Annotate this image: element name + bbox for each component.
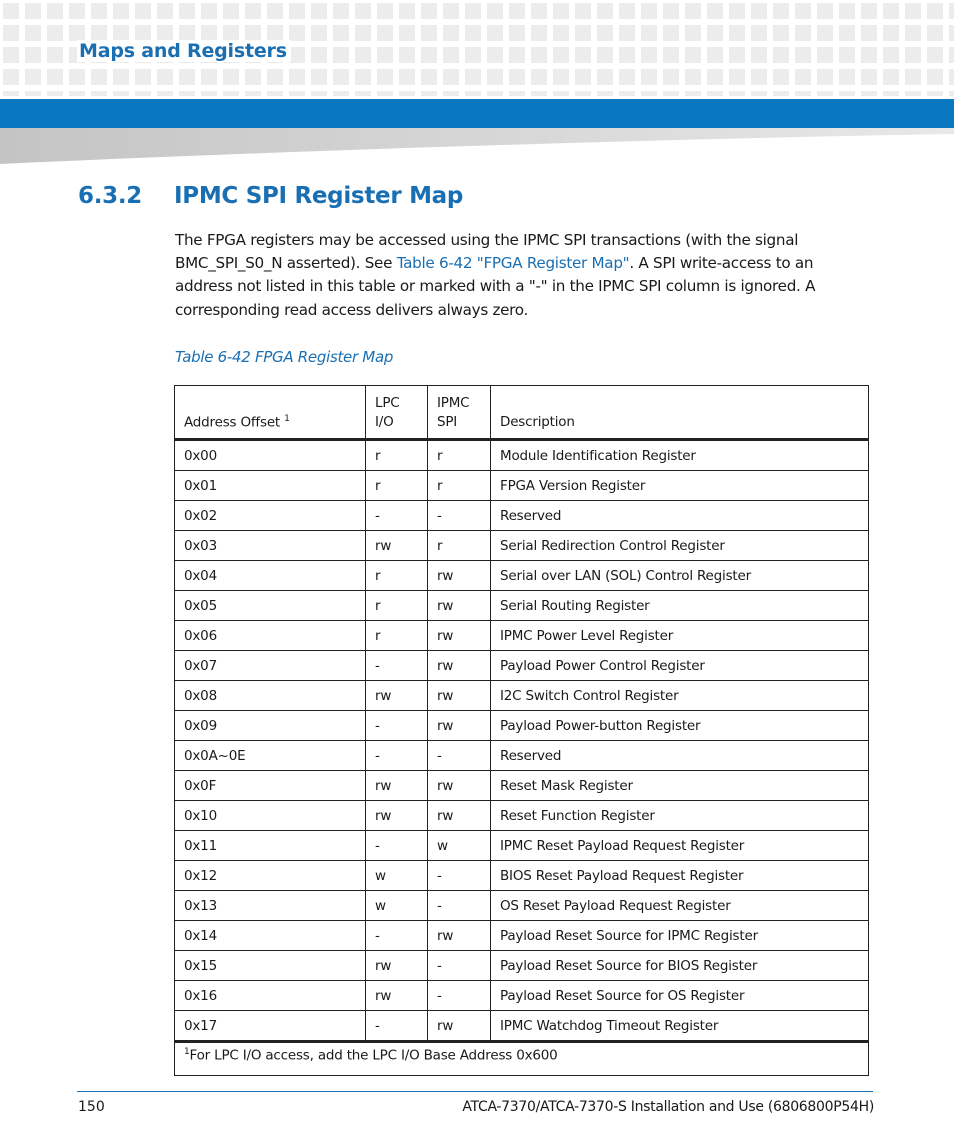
header-blue-band	[0, 99, 954, 128]
cell-ipmc-spi: rw	[428, 651, 491, 681]
cell-lpc-io: rw	[366, 801, 428, 831]
cell-ipmc-spi: rw	[428, 561, 491, 591]
footnote-mark: 1	[184, 1047, 190, 1057]
cell-address: 0x0A~0E	[175, 741, 366, 771]
cell-address: 0x10	[175, 801, 366, 831]
header-lpc-io	[366, 386, 428, 440]
cell-lpc-io: rw	[366, 531, 428, 561]
table-row	[175, 531, 869, 561]
cell-address: 0x07	[175, 651, 366, 681]
cell-lpc-io: -	[366, 711, 428, 741]
cell-ipmc-spi: -	[428, 951, 491, 981]
cell-address: 0x01	[175, 471, 366, 501]
cell-lpc-io: rw	[366, 951, 428, 981]
cell-ipmc-spi: rw	[428, 801, 491, 831]
cell-lpc-io: r	[366, 440, 428, 471]
header-description: Description	[491, 386, 869, 440]
cell-description: Payload Reset Source for BIOS Register	[491, 951, 869, 981]
cell-description: Reserved	[491, 501, 869, 531]
header-grey-swoosh	[0, 128, 954, 164]
table-row	[175, 801, 869, 831]
cell-address: 0x12	[175, 861, 366, 891]
cell-description: BIOS Reset Payload Request Register	[491, 861, 869, 891]
cell-description: Serial Routing Register	[491, 591, 869, 621]
cell-lpc-io: rw	[366, 771, 428, 801]
intro-text-start: The FPGA registers may be accessed using the IPMC SPI transactions (with the signal BMC_SPI_S0_N asserted). See	[175, 231, 799, 273]
table-row	[175, 471, 869, 501]
cell-ipmc-spi: r	[428, 440, 491, 471]
table-row	[175, 891, 869, 921]
cell-lpc-io: w	[366, 891, 428, 921]
cell-lpc-io: r	[366, 621, 428, 651]
cell-description: Reset Function Register	[491, 801, 869, 831]
section-title: IPMC SPI Register Map	[174, 183, 464, 209]
cell-ipmc-spi: rw	[428, 711, 491, 741]
cell-ipmc-spi: -	[428, 891, 491, 921]
header-address-label: Address Offset	[184, 414, 281, 430]
table-row	[175, 651, 869, 681]
cell-address: 0x15	[175, 951, 366, 981]
cell-description: Payload Reset Source for IPMC Register	[491, 921, 869, 951]
cell-description: FPGA Version Register	[491, 471, 869, 501]
table-row	[175, 501, 869, 531]
cell-address: 0x02	[175, 501, 366, 531]
cell-address: 0x00	[175, 440, 366, 471]
cell-address: 0x08	[175, 681, 366, 711]
table-row	[175, 831, 869, 861]
cell-address: 0x13	[175, 891, 366, 921]
cell-address: 0x03	[175, 531, 366, 561]
table-row	[175, 861, 869, 891]
header-ipmc-spi	[428, 386, 491, 440]
cell-description: Reserved	[491, 741, 869, 771]
cell-address: 0x09	[175, 711, 366, 741]
cell-description: IPMC Power Level Register	[491, 621, 869, 651]
table-row	[175, 1011, 869, 1042]
footnote-ref: 1	[284, 413, 290, 424]
cell-address: 0x14	[175, 921, 366, 951]
cell-ipmc-spi: rw	[428, 681, 491, 711]
cell-address: 0x06	[175, 621, 366, 651]
cell-lpc-io: r	[366, 561, 428, 591]
cell-description: Payload Reset Source for OS Register	[491, 981, 869, 1011]
cell-description: Reset Mask Register	[491, 771, 869, 801]
cell-ipmc-spi: w	[428, 831, 491, 861]
cell-description: Payload Power Control Register	[491, 651, 869, 681]
cell-address: 0x04	[175, 561, 366, 591]
table-row	[175, 681, 869, 711]
cell-ipmc-spi: r	[428, 471, 491, 501]
cell-ipmc-spi: -	[428, 981, 491, 1011]
table-row	[175, 621, 869, 651]
running-header-section: Maps and Registers	[77, 40, 291, 62]
table-footnote	[175, 1042, 869, 1076]
cell-description: I2C Switch Control Register	[491, 681, 869, 711]
document-title: ATCA-7370/ATCA-7370-S Installation and Use (6806800P54H)	[462, 1099, 874, 1115]
cell-lpc-io: -	[366, 921, 428, 951]
cell-ipmc-spi: rw	[428, 621, 491, 651]
cell-description: OS Reset Payload Request Register	[491, 891, 869, 921]
cell-description: IPMC Reset Payload Request Register	[491, 831, 869, 861]
table-cross-reference-link[interactable]: Table 6-42 "FPGA Register Map"	[396, 254, 630, 273]
cell-ipmc-spi: rw	[428, 771, 491, 801]
cell-address: 0x17	[175, 1011, 366, 1042]
page-number: 150	[78, 1099, 105, 1115]
fpga-register-table	[174, 385, 869, 1076]
cell-ipmc-spi: -	[428, 741, 491, 771]
cell-description: Module Identification Register	[491, 440, 869, 471]
header-ipmc-line1: IPMC	[437, 395, 470, 411]
table-footnote-row	[175, 1042, 869, 1076]
table-row	[175, 561, 869, 591]
header-lpc-line1: LPC	[375, 395, 400, 411]
table-row	[175, 771, 869, 801]
footer-rule	[77, 1091, 873, 1092]
header-lpc-line2: I/O	[375, 414, 394, 430]
cell-lpc-io: -	[366, 741, 428, 771]
footnote-text: For LPC I/O access, add the LPC I/O Base Address 0x600	[189, 1047, 558, 1064]
section-number: 6.3.2	[78, 183, 142, 209]
table-row	[175, 711, 869, 741]
cell-lpc-io: w	[366, 861, 428, 891]
table-caption: Table 6-42 FPGA Register Map	[175, 348, 394, 366]
cell-address: 0x0F	[175, 771, 366, 801]
table-row	[175, 591, 869, 621]
cell-lpc-io: r	[366, 591, 428, 621]
cell-lpc-io: -	[366, 501, 428, 531]
table-row	[175, 981, 869, 1011]
cell-address: 0x16	[175, 981, 366, 1011]
intro-text-end: . A SPI write-access to an address not listed in this table or marked with a "-" in the IPMC SPI column is ignored. A corresponding read access delivers always zero.	[175, 254, 816, 319]
cell-ipmc-spi: r	[428, 531, 491, 561]
intro-paragraph	[175, 229, 875, 322]
table-row	[175, 440, 869, 471]
cell-lpc-io: rw	[366, 681, 428, 711]
cell-ipmc-spi: rw	[428, 921, 491, 951]
cell-address: 0x05	[175, 591, 366, 621]
cell-ipmc-spi: -	[428, 861, 491, 891]
cell-ipmc-spi: rw	[428, 1011, 491, 1042]
cell-lpc-io: -	[366, 831, 428, 861]
cell-lpc-io: -	[366, 1011, 428, 1042]
cell-lpc-io: -	[366, 651, 428, 681]
cell-description: Serial Redirection Control Register	[491, 531, 869, 561]
table-header-row	[175, 386, 869, 440]
cell-description: Payload Power-button Register	[491, 711, 869, 741]
header-address-offset	[175, 386, 366, 440]
table-row	[175, 741, 869, 771]
table-row	[175, 951, 869, 981]
cell-ipmc-spi: rw	[428, 591, 491, 621]
cell-ipmc-spi: -	[428, 501, 491, 531]
cell-lpc-io: rw	[366, 981, 428, 1011]
header-ipmc-line2: SPI	[437, 414, 458, 430]
cell-description: IPMC Watchdog Timeout Register	[491, 1011, 869, 1042]
cell-lpc-io: r	[366, 471, 428, 501]
table-row	[175, 921, 869, 951]
cell-address: 0x11	[175, 831, 366, 861]
cell-description: Serial over LAN (SOL) Control Register	[491, 561, 869, 591]
section-heading	[78, 183, 463, 209]
